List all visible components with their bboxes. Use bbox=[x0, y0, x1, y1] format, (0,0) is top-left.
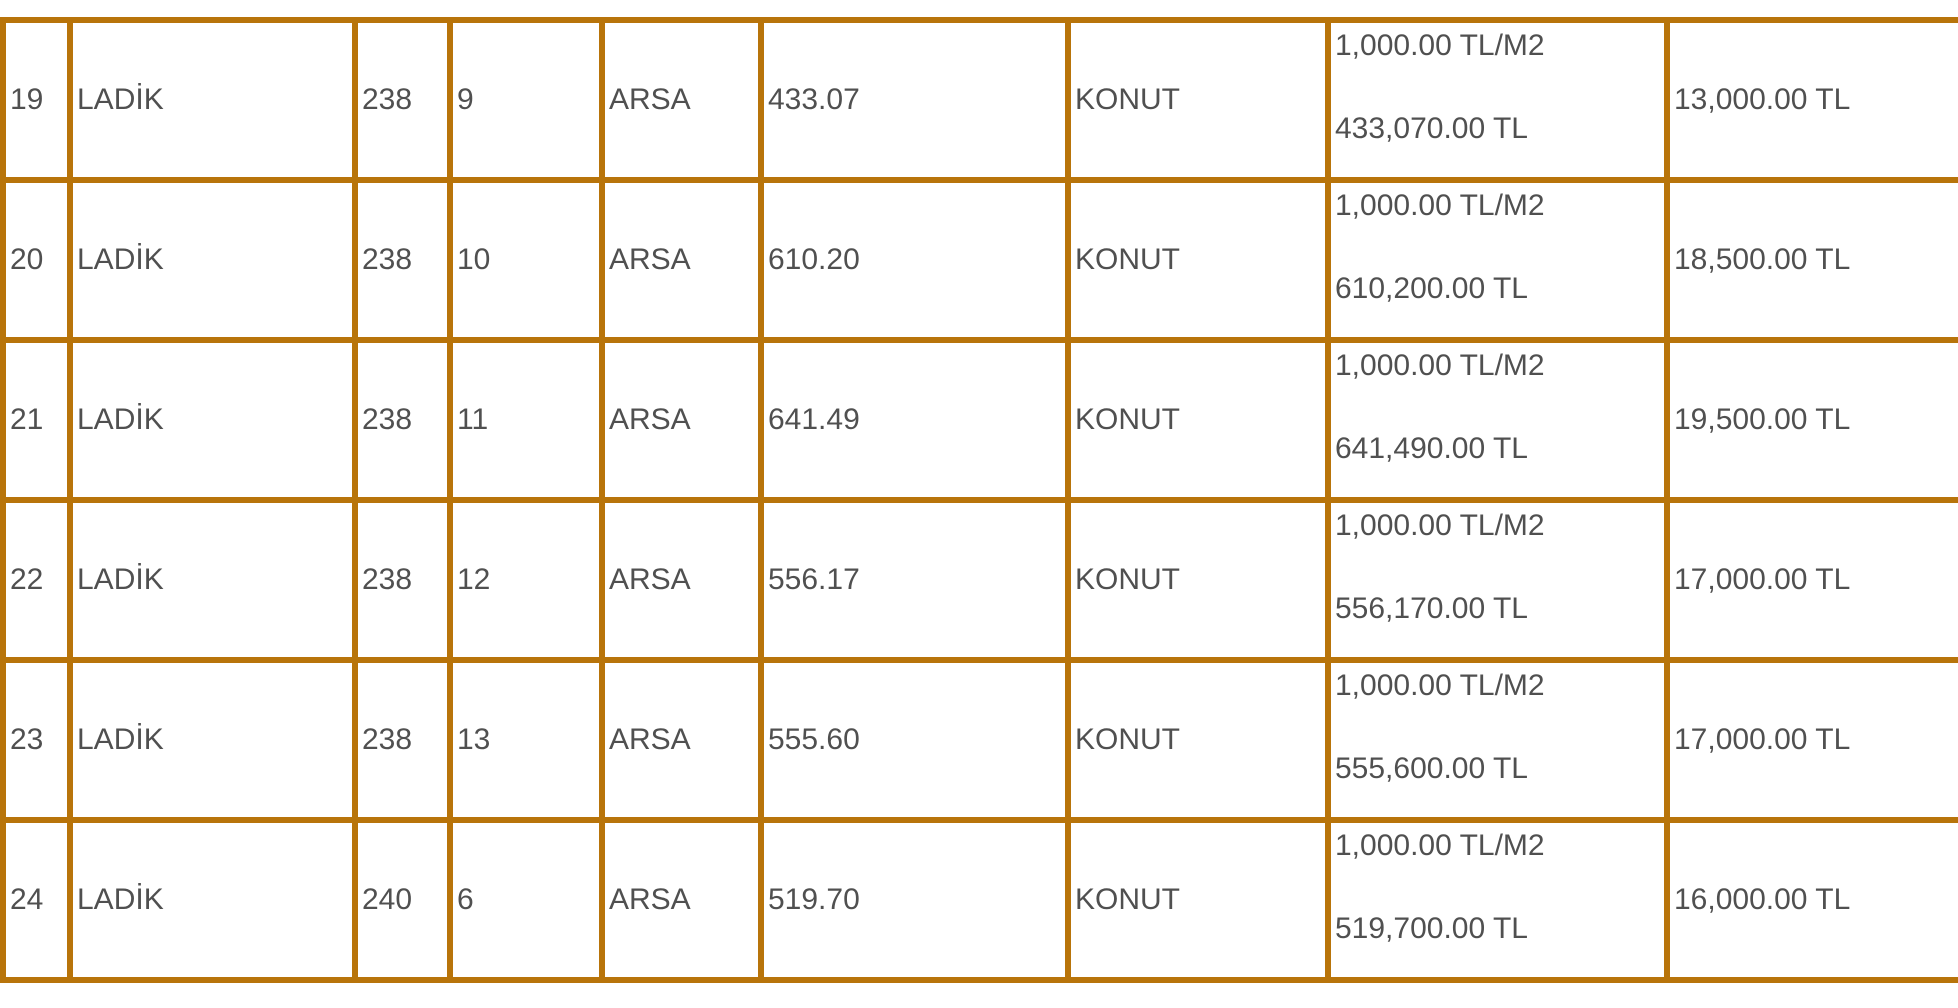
unit-price: 1,000.00 TL/M2 bbox=[1335, 189, 1545, 222]
unit-price: 1,000.00 TL/M2 bbox=[1335, 829, 1545, 862]
zoning-cell: KONUT bbox=[1068, 500, 1328, 660]
price-cell bbox=[1328, 180, 1667, 340]
price-spacer bbox=[1335, 706, 1664, 748]
row-number-cell: 23 bbox=[3, 660, 70, 820]
total-price: 610,200.00 TL bbox=[1335, 272, 1528, 305]
price-spacer bbox=[1335, 226, 1664, 268]
block-number-cell: 238 bbox=[355, 20, 450, 180]
unit-price: 1,000.00 TL/M2 bbox=[1335, 509, 1545, 542]
price-spacer bbox=[1335, 546, 1664, 588]
deposit-cell: 19,500.00 TL bbox=[1667, 340, 1958, 500]
area-cell: 641.49 bbox=[761, 340, 1068, 500]
zoning-cell: KONUT bbox=[1068, 820, 1328, 980]
zoning-cell: KONUT bbox=[1068, 660, 1328, 820]
deposit-cell: 17,000.00 TL bbox=[1667, 500, 1958, 660]
block-number-cell: 238 bbox=[355, 660, 450, 820]
price-spacer bbox=[1335, 866, 1664, 908]
zoning-cell: KONUT bbox=[1068, 20, 1328, 180]
table-row bbox=[3, 180, 1958, 340]
table-body bbox=[3, 20, 1958, 980]
row-number-cell: 21 bbox=[3, 340, 70, 500]
total-price: 519,700.00 TL bbox=[1335, 912, 1528, 945]
zoning-cell: KONUT bbox=[1068, 180, 1328, 340]
area-cell: 556.17 bbox=[761, 500, 1068, 660]
parcel-number-cell: 13 bbox=[450, 660, 602, 820]
block-number-cell: 238 bbox=[355, 180, 450, 340]
total-price: 555,600.00 TL bbox=[1335, 752, 1528, 785]
total-price: 556,170.00 TL bbox=[1335, 592, 1528, 625]
block-number-cell: 240 bbox=[355, 820, 450, 980]
table-row bbox=[3, 820, 1958, 980]
row-number-cell: 19 bbox=[3, 20, 70, 180]
property-auction-table bbox=[0, 17, 1958, 983]
block-number-cell: 238 bbox=[355, 500, 450, 660]
deposit-cell: 16,000.00 TL bbox=[1667, 820, 1958, 980]
area-cell: 555.60 bbox=[761, 660, 1068, 820]
deposit-cell: 17,000.00 TL bbox=[1667, 660, 1958, 820]
area-cell: 610.20 bbox=[761, 180, 1068, 340]
property-type-cell: ARSA bbox=[602, 180, 761, 340]
total-price: 433,070.00 TL bbox=[1335, 112, 1528, 145]
price-cell bbox=[1328, 340, 1667, 500]
property-type-cell: ARSA bbox=[602, 20, 761, 180]
table-row bbox=[3, 340, 1958, 500]
table-row bbox=[3, 20, 1958, 180]
row-number-cell: 24 bbox=[3, 820, 70, 980]
table-row bbox=[3, 500, 1958, 660]
parcel-number-cell: 12 bbox=[450, 500, 602, 660]
parcel-number-cell: 6 bbox=[450, 820, 602, 980]
parcel-number-cell: 9 bbox=[450, 20, 602, 180]
property-type-cell: ARSA bbox=[602, 340, 761, 500]
area-cell: 519.70 bbox=[761, 820, 1068, 980]
deposit-cell: 13,000.00 TL bbox=[1667, 20, 1958, 180]
price-cell bbox=[1328, 500, 1667, 660]
price-cell bbox=[1328, 20, 1667, 180]
table-row bbox=[3, 660, 1958, 820]
neighborhood-cell: LADİK bbox=[70, 820, 355, 980]
parcel-number-cell: 10 bbox=[450, 180, 602, 340]
price-cell bbox=[1328, 820, 1667, 980]
property-type-cell: ARSA bbox=[602, 820, 761, 980]
neighborhood-cell: LADİK bbox=[70, 180, 355, 340]
row-number-cell: 20 bbox=[3, 180, 70, 340]
unit-price: 1,000.00 TL/M2 bbox=[1335, 669, 1545, 702]
row-number-cell: 22 bbox=[3, 500, 70, 660]
total-price: 641,490.00 TL bbox=[1335, 432, 1528, 465]
zoning-cell: KONUT bbox=[1068, 340, 1328, 500]
property-type-cell: ARSA bbox=[602, 500, 761, 660]
neighborhood-cell: LADİK bbox=[70, 340, 355, 500]
neighborhood-cell: LADİK bbox=[70, 20, 355, 180]
deposit-cell: 18,500.00 TL bbox=[1667, 180, 1958, 340]
property-type-cell: ARSA bbox=[602, 660, 761, 820]
neighborhood-cell: LADİK bbox=[70, 500, 355, 660]
parcel-number-cell: 11 bbox=[450, 340, 602, 500]
price-spacer bbox=[1335, 386, 1664, 428]
block-number-cell: 238 bbox=[355, 340, 450, 500]
price-spacer bbox=[1335, 66, 1664, 108]
unit-price: 1,000.00 TL/M2 bbox=[1335, 29, 1545, 62]
table-viewport bbox=[0, 17, 1958, 1008]
unit-price: 1,000.00 TL/M2 bbox=[1335, 349, 1545, 382]
price-cell bbox=[1328, 660, 1667, 820]
area-cell: 433.07 bbox=[761, 20, 1068, 180]
neighborhood-cell: LADİK bbox=[70, 660, 355, 820]
